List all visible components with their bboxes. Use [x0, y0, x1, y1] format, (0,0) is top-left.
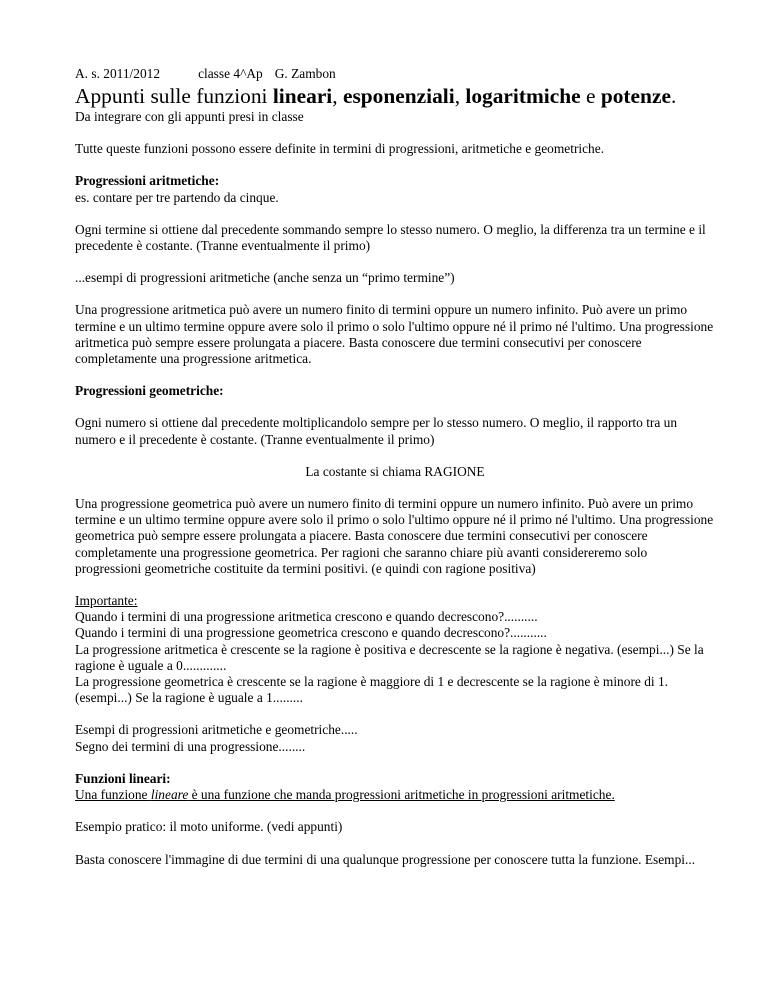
important-line-2: Quando i termini di una progressione geometrica crescono e quando decrescono?...........	[75, 625, 547, 641]
title-prefix: Appunti sulle funzioni	[75, 84, 273, 108]
title-potenze: potenze	[600, 84, 671, 108]
class-info: classe 4^Ap	[198, 66, 263, 81]
examples-line-2: Segno dei termini di una progressione........	[75, 738, 306, 754]
arithmetic-example: es. contare per tre partendo da cinque.	[75, 189, 279, 205]
important-label: Importante:	[75, 593, 138, 609]
linear-heading: Funzioni lineari:	[75, 770, 171, 786]
linear-note: Basta conoscere l'immagine di due termini di una qualunque progressione per conoscere tutta la funzione. Esempi...	[75, 851, 696, 867]
linear-example: Esempio pratico: il moto uniforme. (vedi appunti)	[75, 819, 343, 835]
linear-def-term: lineare	[150, 787, 189, 803]
arithmetic-heading: Progressioni aritmetiche:	[75, 173, 220, 189]
arithmetic-examples-note: ...esempi di progressioni aritmetiche (anche senza un “primo termine”)	[75, 270, 455, 286]
intro-paragraph: Tutte queste funzioni possono essere definite in termini di progressioni, aritmetiche e geometriche.	[75, 141, 605, 157]
important-line-3: La progressione aritmetica è crescente se la ragione è positiva e decrescente se la ragione è negativa. (esempi...) Se la ragione è uguale a 0.............	[75, 641, 704, 673]
title-sep: ,	[454, 84, 466, 108]
document-header	[75, 66, 715, 82]
examples-line-1: Esempi di progressioni aritmetiche e geometriche.....	[75, 722, 358, 738]
title-sep: e	[580, 84, 601, 108]
geometric-heading: Progressioni geometriche:	[75, 383, 224, 399]
school-year: A. s. 2011/2012	[75, 66, 161, 81]
important-line-4: La progressione geometrica è crescente se la ragione è maggiore di 1 e decrescente se la ragione è minore di 1. (esempi...) Se la ragione è uguale a 1.........	[75, 674, 669, 706]
teacher-name: G. Zambon	[274, 66, 336, 81]
title-logaritmiche: logaritmiche	[465, 84, 581, 108]
title-sep: ,	[332, 84, 343, 108]
title-esponenziali: esponenziali	[342, 84, 455, 108]
arithmetic-properties: Una progressione aritmetica può avere un numero finito di termini oppure un numero infinito. Può avere un primo termine e un ultimo termine oppure avere solo il primo o solo l'ultimo oppure né il primo né l'ultimo. Una progressione aritmetica può sempre essere prolungata a piacere. Basta conoscere due termini consecutivi per conoscere completamente una progressione aritmetica.	[75, 302, 714, 367]
linear-definition	[75, 787, 715, 803]
title-suffix: .	[670, 84, 677, 108]
title-lineari: lineari	[272, 84, 333, 108]
document-page	[75, 66, 715, 868]
geometric-definition: Ogni numero si ottiene dal precedente moltiplicandolo sempre per lo stesso numero. O meglio, il rapporto tra un numero e il precedente è costante. (Tranne eventualmente il primo)	[75, 415, 678, 447]
arithmetic-definition: Ogni termine si ottiene dal precedente sommando sempre lo stesso numero. O meglio, la differenza tra un termine e il precedente è costante. (Tranne eventualmente il primo)	[75, 221, 706, 254]
important-line-1: Quando i termini di una progressione aritmetica crescono e quando decrescono?..........	[75, 609, 538, 625]
page-title	[75, 84, 715, 109]
ragione-note: La costante si chiama RAGIONE	[305, 463, 485, 479]
subtitle: Da integrare con gli appunti presi in classe	[75, 109, 304, 124]
geometric-properties: Una progressione geometrica può avere un numero finito di termini oppure un numero infinito. Può avere un primo termine e un ultimo termine oppure avere solo il primo o solo l'ultimo oppure né il primo né l'ultimo. Una progressione geometrica può sempre essere prolungata a piacere. Basta conoscere due termini consecutivi per conoscere completamente una progressione geometrica. Per ragioni che saranno chiare più avanti considereremo solo progressioni geometriche costituite da termini positivi. (e quindi con ragione positiva)	[75, 496, 714, 576]
linear-def-end: è una funzione che manda progressioni aritmetiche in progressioni aritmetiche.	[188, 787, 615, 803]
linear-def-start: Una funzione	[75, 787, 151, 803]
